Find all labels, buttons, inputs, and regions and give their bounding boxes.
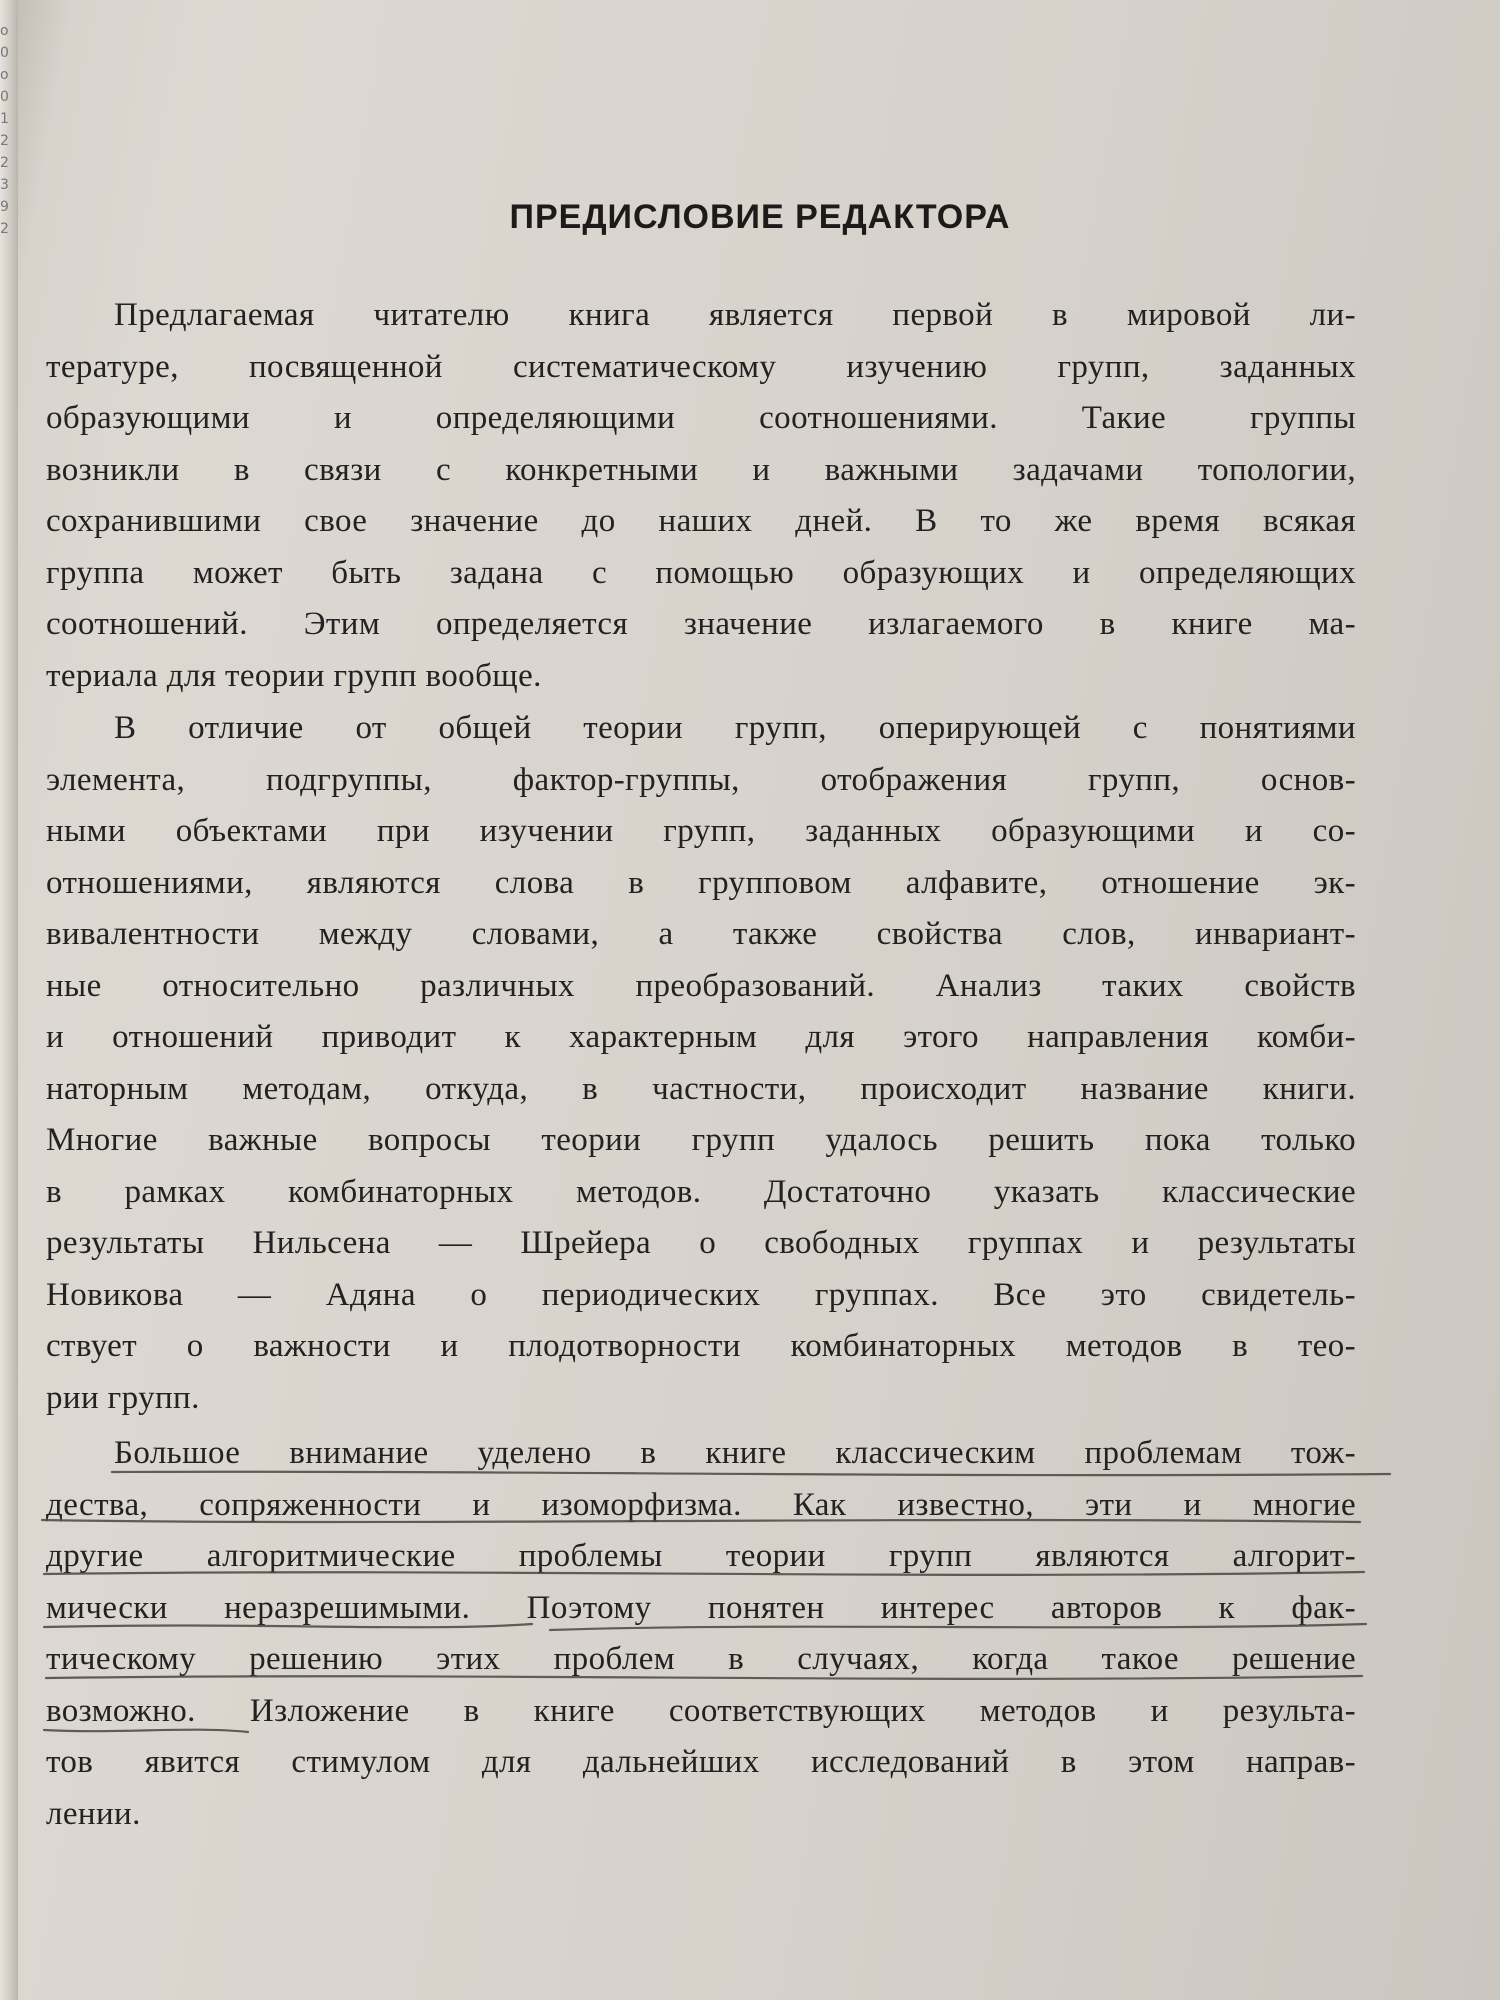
text-line: тературе, посвященной систематическому изучению групп, заданных [46,348,1356,385]
text-line: элемента, подгруппы, фактор-группы, отображения групп, основ- [46,761,1356,798]
text-line: Большое внимание уделено в книге классическим проблемам тож- [114,1435,1356,1471]
text-line: тов явится стимулом для дальнейших исследований в этом направ- [46,1744,1356,1780]
text-line: результаты Нильсена — Шрейера о свободных группах и результаты [46,1225,1356,1261]
text-line: возможно. Изложение в книге соответствующих методов и результа- [46,1692,1356,1729]
text-line: сохранившими свое значение до наших дней. В то же время всякая [46,503,1356,539]
paragraph-3 [46,1428,1356,1840]
paragraph-2 [46,703,1356,1424]
text-line: В отличие от общей теории групп, оперирующей с понятиями [114,710,1356,746]
facing-page-edge [0,0,18,2000]
text-line: другие алгоритмические проблемы теории групп являются алгорит- [46,1538,1356,1574]
text-line: тическому решению этих проблем в случаях, когда такое решение [46,1641,1356,1677]
text-line: Многие важные вопросы теории групп удалось решить пока только [46,1122,1356,1158]
text-line: Предлагаемая читателю книга является первой в мировой ли- [114,297,1356,333]
text-line: соотношений. Этим определяется значение излагаемого в книге ма- [46,606,1356,642]
text-line: группа может быть задана с помощью образующих и определяющих [46,554,1356,591]
text-line: ные относительно различных преобразований. Анализ таких свойств [46,967,1356,1004]
facing-page-fragments: о 0 о 0 1 2 2 3 9 2 [0,23,9,237]
text-line: отношениями, являются слова в групповом алфавите, отношение эк- [46,864,1356,901]
page-title: ПРЕДИСЛОВИЕ РЕДАКТОРА [509,198,1011,236]
text-line: возникли в связи с конкретными и важными задачами топологии, [46,451,1356,488]
text-line: образующими и определяющими соотношениями. Такие группы [46,400,1356,436]
text-line: рии групп. [46,1379,200,1416]
text-line: вивалентности между словами, а также свойства слов, инвариант- [46,916,1356,952]
text-line: териала для теории групп вообще. [46,657,542,694]
paragraph-1 [46,290,1356,702]
text-line: лении. [46,1795,141,1832]
text-line: мически неразрешимыми. Поэтому понятен интерес авторов к фак- [46,1589,1356,1626]
text-line: и отношений приводит к характерным для этого направления комби- [46,1019,1356,1055]
text-line: дества, сопряженности и изоморфизма. Как известно, эти и многие [46,1486,1356,1523]
text-line: Новикова — Адяна о периодических группах. Все это свидетель- [46,1276,1356,1313]
text-line: в рамках комбинаторных методов. Достаточно указать классические [46,1173,1356,1210]
text-line: ными объектами при изучении групп, заданных образующими и со- [46,813,1356,849]
text-line: ствует о важности и плодотворности комбинаторных методов в тео- [46,1328,1356,1364]
text-line: наторным методам, откуда, в частности, происходит название книги. [46,1070,1356,1107]
